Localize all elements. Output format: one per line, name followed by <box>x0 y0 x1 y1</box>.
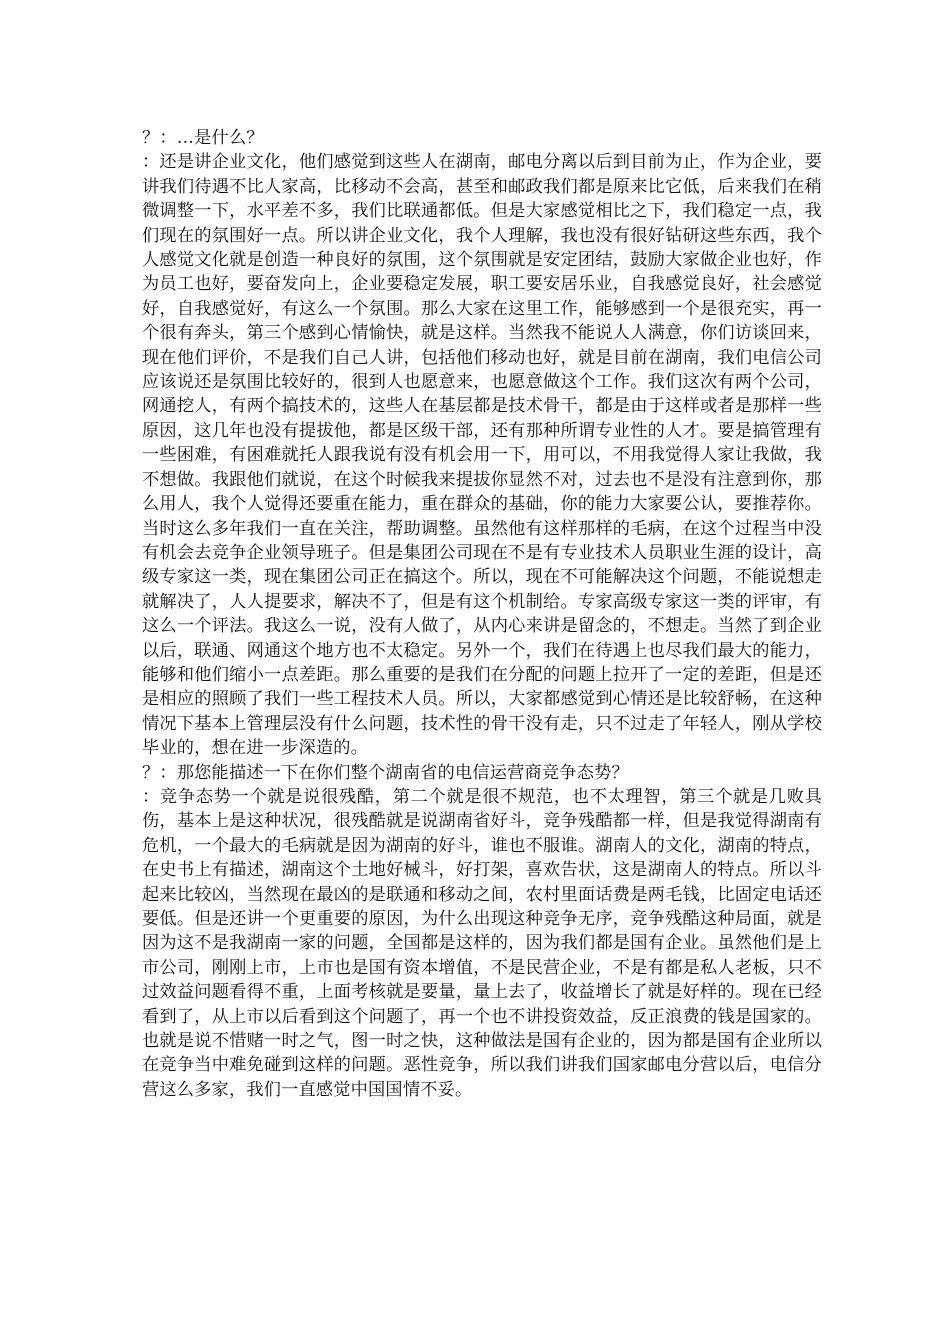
answer-2: ：竞争态势一个就是说很残酷，第二个就是很不规范，也不太理智，第三个就是几败具伤，基本上是这种状况，很残酷就是说湖南省好斗，竞争残酷都一样，但是我觉得湖南有危机，一个最大的毛病就是因为湖南的好斗，谁也不服谁。湖南人的文化，湖南的特点，在史书上有描述，湖南这个土地好械斗，好打架，喜欢告状，这是湖南人的特点。所以斗起来比较凶，当然现在最凶的是联通和移动之间，农村里面话费是两毛钱，比固定电话还要低。但是还讲一个更重要的原因，为什么出现这种竞争无序，竞争残酷这种局面，就是因为这不是我湖南一家的问题，全国都是这样的，因为我们都是国有企业。虽然他们是上市公司，刚刚上市，上市也是国有资本增值，不是民营企业，不是有都是私人老板，只不过效益问题看得不重，上面考核就是要量，量上去了，收益增长了就是好样的。现在已经看到了，从上市以后看到这个问题了，再一个也不讲投资效益，反正浪费的钱是国家的。也就是说不惜赌一时之气，图一时之快，这种做法是国有企业的，因为都是国有企业所以在竞争当中难免碰到这样的问题。恶性竞争，所以我们讲我们国家邮电分营以后，电信分营这么多家，我们一直感觉中国国情不妥。 <box>142 786 822 1100</box>
answer-1: ：还是讲企业文化，他们感觉到这些人在湖南，邮电分离以后到目前为止，作为企业，要讲我们待遇不比人家高，比移动不会高，甚至和邮政我们都是原来比它低，后来我们在稍微调整一下，水平差不多，我们比联通都低。但是大家感觉相比之下，我们稳定一点，我们现在的氛围好一点。所以讲企业文化，我个人理解，我也没有很好钻研这些东西，我个人感觉文化就是创造一种良好的氛围，这个氛围就是安定团结，鼓励大家做企业也好，作为员工也好，要奋发向上，企业要稳定发展，职工要安居乐业，自我感觉良好，社会感觉好，自我感觉好，有这么一个氛围。那么大家在这里工作，能够感到一个是很充实，再一个很有奔头，第三个感到心情愉快，就是这样。当然我不能说人人满意，你们访谈回来，现在他们评价，不是我们自己人讲，包括他们移动也好，就是目前在湖南，我们电信公司应该说还是氛围比较好的，很到人也愿意来，也愿意做这个工作。我们这次有两个公司，网通挖人，有两个搞技术的，这些人在基层都是技术骨干，都是由于这样或者是那样一些原因，这几年也没有提拔他，都是区级干部，还有那种所谓专业性的人才。要是搞管理有一些困难，有困难就托人跟我说有没有机会用一下，用可以，不用我觉得人家让我做，我不想做。我跟他们就说，在这个时候我来提拔你显然不对，过去也不是没有注意到你，那么用人，我个人觉得还要重在能力，重在群众的基础，你的能力大家要公认，要推荐你。当时这么多年我们一直在关注，帮助调整。虽然他有这样那样的毛病，在这个过程当中没有机会去竞争企业领导班子。但是集团公司现在不是有专业技术人员职业生涯的设计，高级专家这一类，现在集团公司正在搞这个。所以，现在不可能解决这个问题，不能说想走就解决了，人人提要求，解决不了，但是有这个机制给。专家高级专家这一类的评审，有这么一个评法。我这么一说，没有人做了，从内心来讲是留念的，不想走。当然了到企业以后，联通、网通这个地方也不太稳定。另外一个，我们在待遇上也尽我们最大的能力，能够和他们缩小一点差距。那么重要的是我们在分配的问题上拉开了一定的差距，但是还是相应的照顾了我们一些工程技术人员。所以，大家都感觉到心情还是比较舒畅，在这种情况下基本上管理层没有什么问题，技术性的骨干没有走，只不过走了年轻人，刚从学校毕业的，想在进一步深造的。 <box>142 152 822 759</box>
document-body <box>142 126 822 1102</box>
question-1: ？：…是什么？ <box>142 128 264 148</box>
question-2: ？：那您能描述一下在你们整个湖南省的电信运营商竞争态势？ <box>142 762 629 783</box>
